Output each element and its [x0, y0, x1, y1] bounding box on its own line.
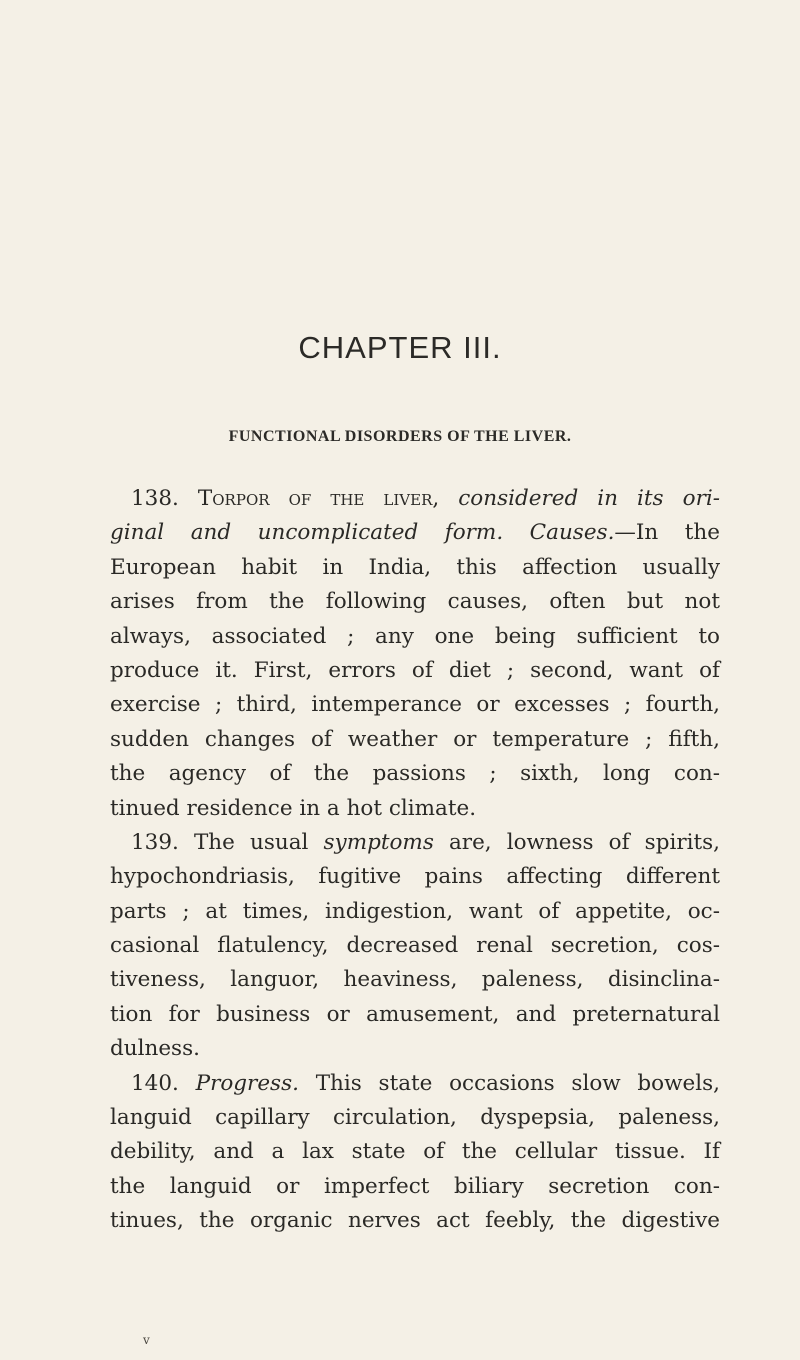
paragraph-139-line-7: dulness.: [110, 1036, 200, 1062]
signature-mark: v: [143, 1333, 150, 1347]
paragraph-140-line-4: the languid or imperfect biliary secretion con-: [110, 1173, 720, 1199]
paragraph-subheading: considered in its ori-: [458, 486, 720, 511]
paragraph-138-line-10: tinued residence in a hot climate.: [110, 795, 477, 821]
chapter-title: CHAPTER III.: [298, 330, 502, 365]
paragraph-138-line-6: produce it. First, errors of diet ; second, want of: [110, 657, 720, 683]
paragraph-140-line-5: tinues, the organic nerves act feebly, the digestive: [110, 1208, 720, 1234]
paragraph-139-line-1: [110, 826, 720, 860]
paragraph-138-line-4: arises from the following causes, often but not: [110, 589, 720, 615]
paragraph-text: are, lowness of spirits,: [448, 829, 721, 855]
paragraph-heading: Torpor of the liver,: [197, 486, 440, 511]
paragraph-139-line-5: tiveness, languor, heaviness, paleness, disinclina-: [110, 967, 720, 993]
paragraph-140-line-3: debility, and a lax state of the cellular tissue. If: [110, 1139, 720, 1165]
paragraph-138-line-7: exercise ; third, intemperance or excesses ; fourth,: [110, 692, 720, 718]
paragraph-subheading-cont: ginal and uncomplicated form. Causes.: [110, 520, 615, 546]
paragraph-138-line-2: [110, 516, 720, 550]
paragraph-text: This state occasions slow bowels,: [315, 1070, 720, 1096]
section-title: FUNCTIONAL DISORDERS OF THE LIVER.: [228, 428, 572, 445]
paragraph-138-line-5: always, associated ; any one being sufficient to: [110, 623, 720, 649]
paragraph-keyword: Progress.: [195, 1070, 299, 1096]
paragraph-number: 138.: [131, 486, 179, 511]
paragraph-number: 140.: [131, 1070, 179, 1096]
paragraph-138-line-1: [110, 482, 720, 516]
paragraph-138-line-8: sudden changes of weather or temperature ; fifth,: [110, 726, 720, 752]
paragraph-140-line-1: [110, 1067, 720, 1101]
paragraph-139-line-3: parts ; at times, indigestion, want of appetite, oc-: [110, 898, 720, 924]
paragraph-138-line-3: European habit in India, this affection usually: [110, 554, 720, 580]
paragraph-139-line-4: casional flatulency, decreased renal secretion, cos-: [110, 933, 720, 959]
paragraph-140-line-2: languid capillary circulation, dyspepsia, paleness,: [110, 1105, 720, 1131]
paragraph-139-line-6: tion for business or amusement, and preternatural: [110, 1001, 720, 1027]
paragraph-keyword: symptoms: [323, 829, 434, 855]
paragraph-text: —In the: [614, 520, 720, 546]
paragraph-139-line-2: hypochondriasis, fugitive pains affecting different: [110, 864, 720, 890]
paragraph-text: 139. The usual: [131, 829, 309, 855]
paragraph-138-line-9: the agency of the passions ; sixth, long con-: [110, 761, 720, 787]
body-text: [110, 482, 720, 1239]
